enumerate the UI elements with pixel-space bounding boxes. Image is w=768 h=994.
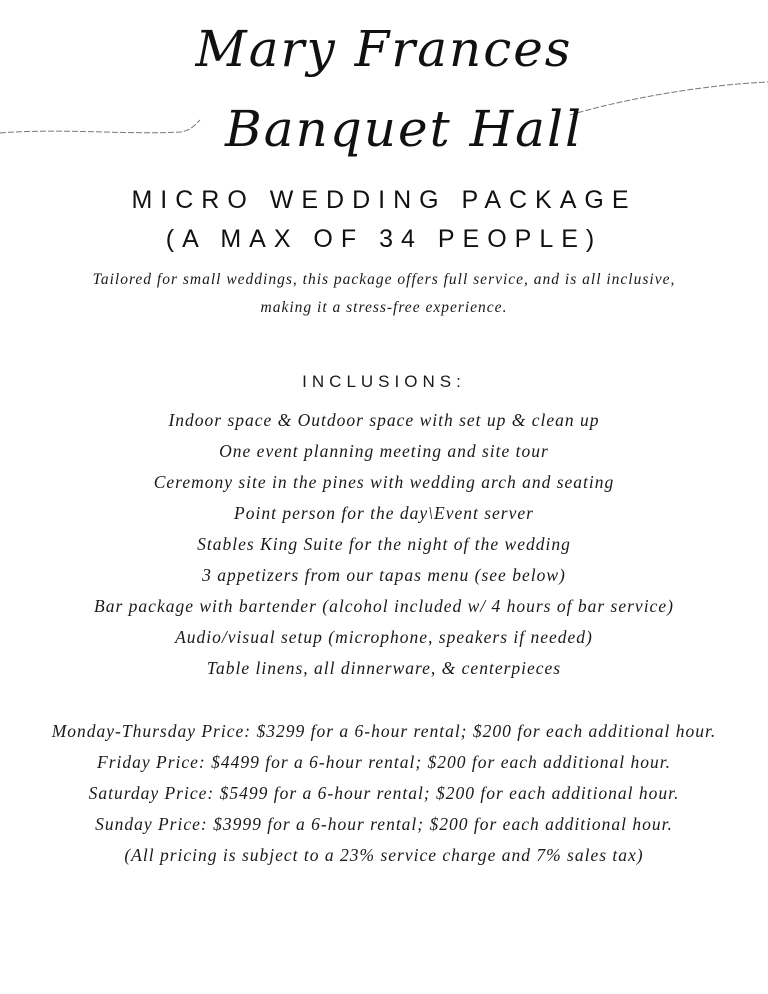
list-item: 3 appetizers from our tapas menu (see below) [202, 565, 566, 585]
inclusions-heading: INCLUSIONS: [302, 372, 466, 391]
package-title: MICRO WEDDING PACKAGE [131, 186, 637, 214]
list-item: One event planning meeting and site tour [219, 441, 549, 461]
list-item: Audio/visual setup (microphone, speakers if needed) [175, 627, 593, 647]
logo-line-1: Mary Frances [195, 20, 573, 78]
pricing-list [0, 716, 768, 871]
price-line: Friday Price: $4499 for a 6-hour rental; $200 for each additional hour. [97, 752, 671, 772]
list-item: Point person for the day\Event server [234, 503, 534, 523]
list-item: Bar package with bartender (alcohol included w/ 4 hours of bar service) [94, 596, 674, 616]
list-item: Stables King Suite for the night of the wedding [197, 534, 571, 554]
package-description: Tailored for small weddings, this package offers full service, and is all inclusive, making it a stress-free experience. [92, 271, 676, 316]
price-line: Sunday Price: $3999 for a 6-hour rental; $200 for each additional hour. [95, 814, 673, 834]
price-line: Monday-Thursday Price: $3299 for a 6-hour rental; $200 for each additional hour. [51, 721, 717, 741]
logo-line-2: Banquet Hall [225, 100, 583, 158]
list-item: Ceremony site in the pines with wedding arch and seating [153, 472, 615, 492]
price-line: Saturday Price: $5499 for a 6-hour rental; $200 for each additional hour. [88, 783, 680, 803]
list-item: Indoor space & Outdoor space with set up & clean up [168, 410, 600, 430]
list-item: Table linens, all dinnerware, & centerpieces [206, 658, 562, 678]
inclusions-list [0, 405, 768, 684]
pricing-note: (All pricing is subject to a 23% service charge and 7% sales tax) [124, 845, 644, 865]
venue-logo [0, 0, 768, 185]
package-subtitle: (A MAX OF 34 PEOPLE) [165, 225, 603, 253]
